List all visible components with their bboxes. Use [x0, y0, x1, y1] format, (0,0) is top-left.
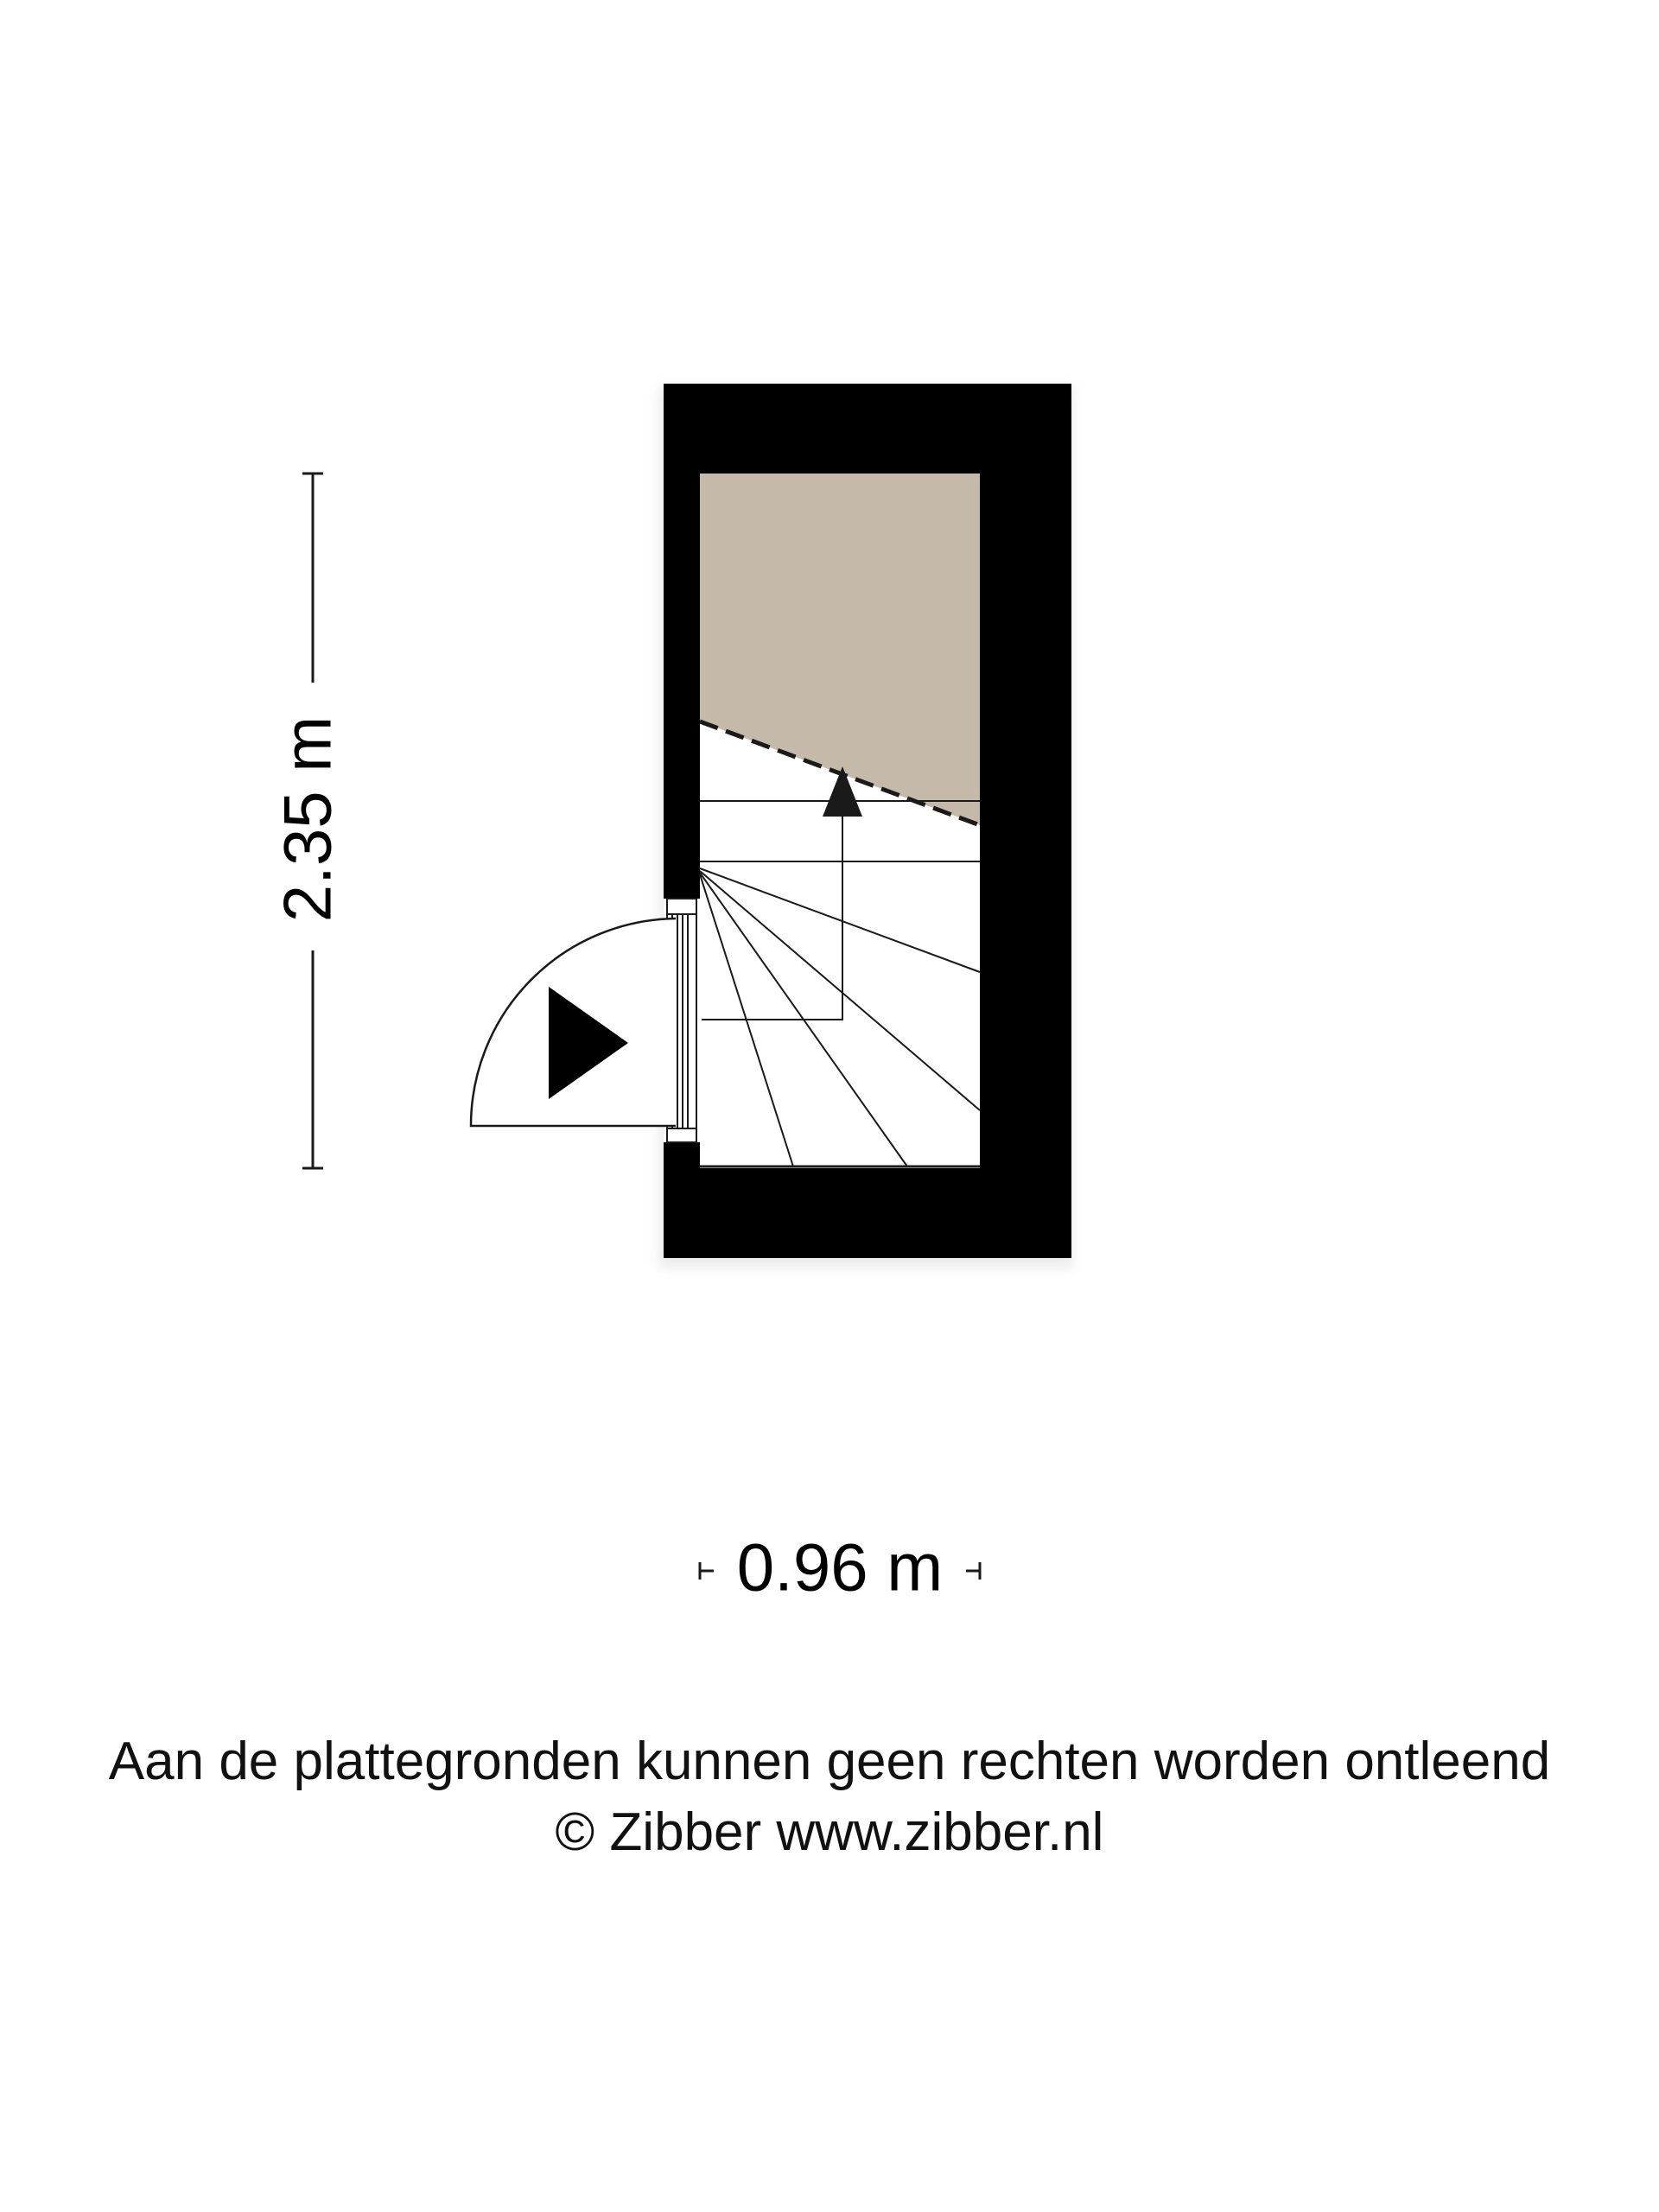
copyright-text: © Zibber www.zibber.nl [555, 1802, 1104, 1862]
width-dimension-label: 0.96 m [736, 1529, 944, 1605]
disclaimer-text: Aan de plattegronden kunnen geen rechten worden ontleend [108, 1732, 1551, 1791]
height-dimension-label: 2.35 m [269, 715, 346, 923]
